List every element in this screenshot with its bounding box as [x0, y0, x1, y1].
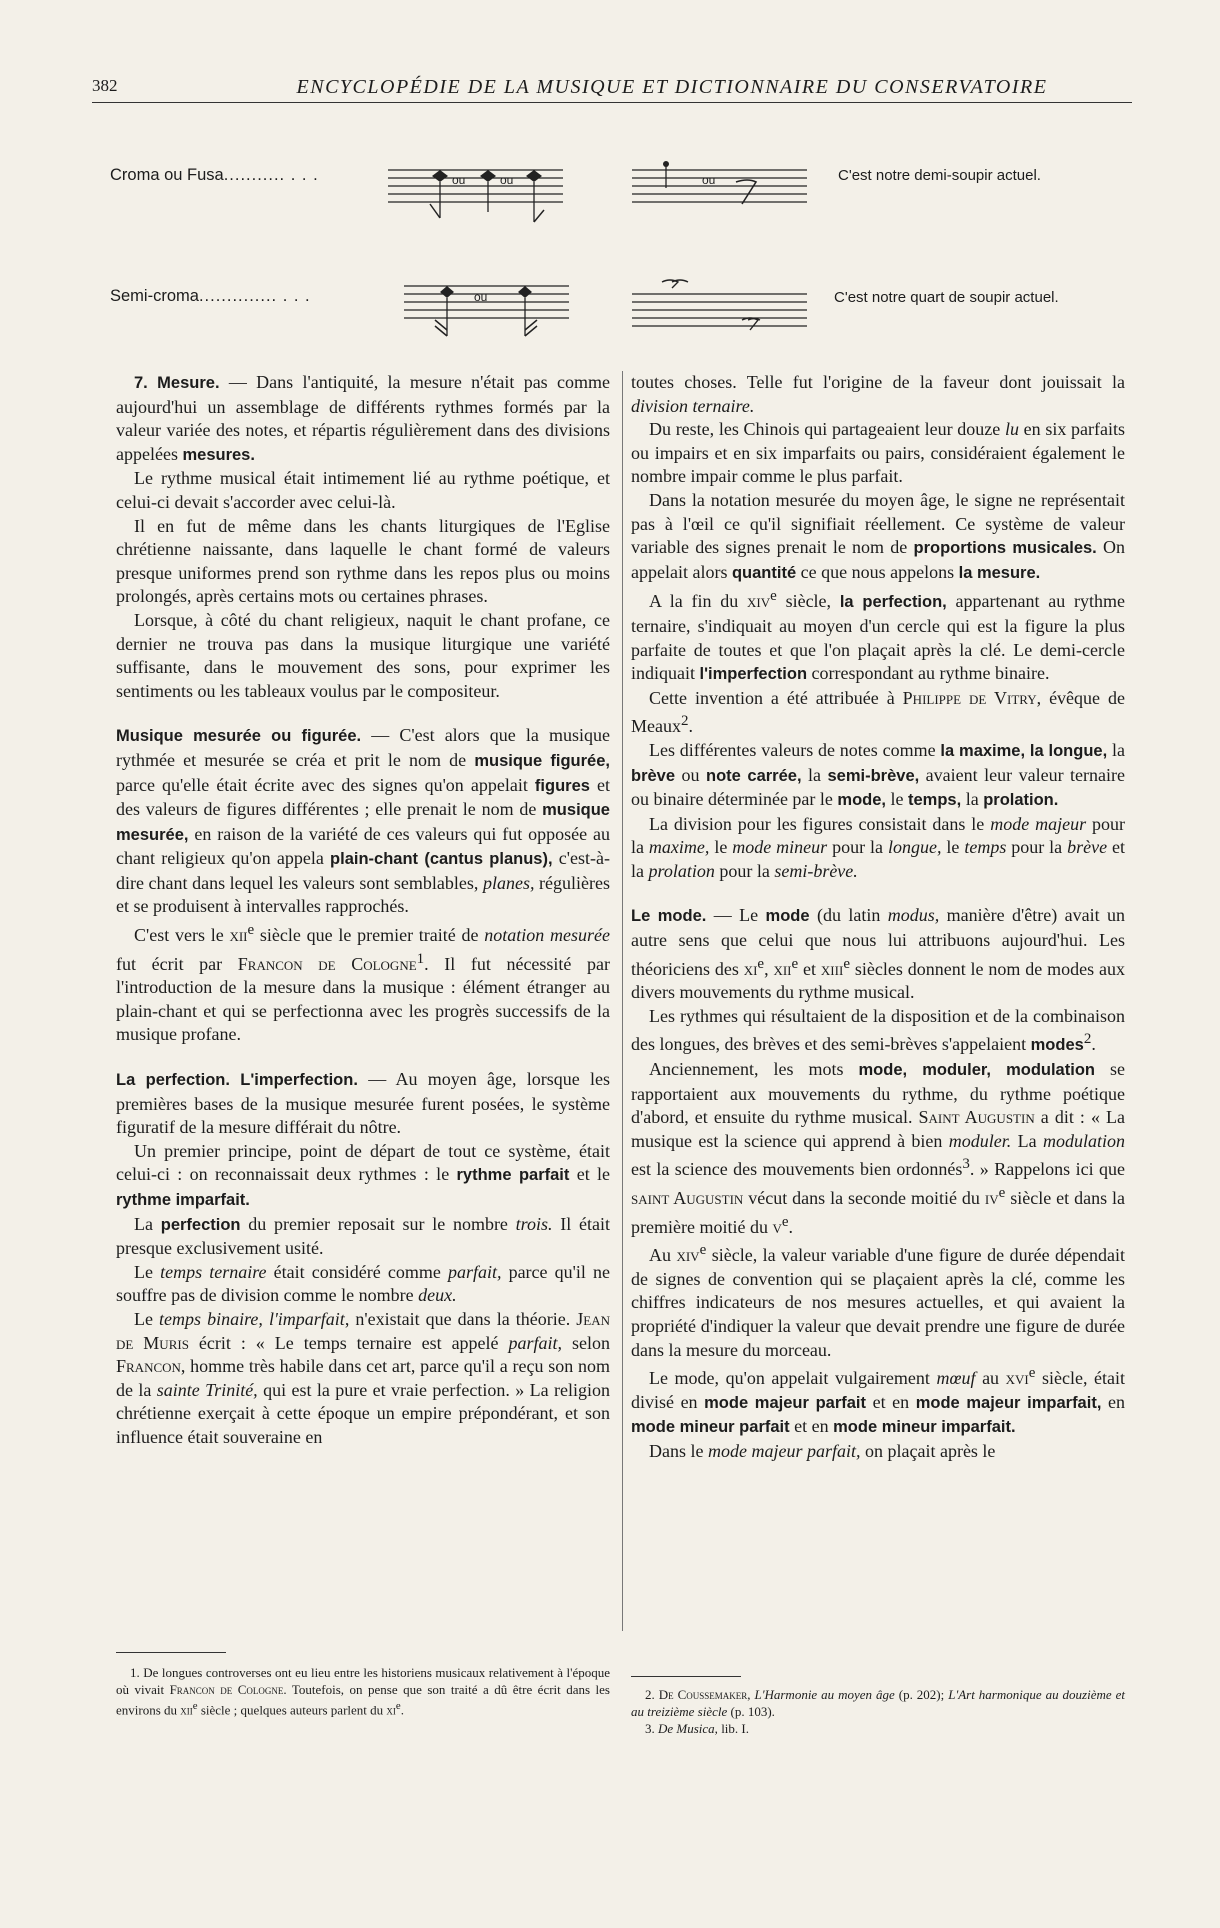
paragraph: Lorsque, à côté du chant religieux, naquit le chant profane, ce dernier ne trouva pas dans la musique liturgique une variété suffisante, dans le mouvement des sons, pour exprimer les sentiments ou les tableaux voulus par le compositeur. — [116, 609, 610, 701]
paragraph — [116, 1140, 610, 1213]
italic-term: longue, — [887, 837, 942, 858]
bold-term: modes — [1030, 1036, 1084, 1055]
superscript: e — [998, 1185, 1006, 1201]
roman-numeral: xvi — [1005, 1368, 1029, 1389]
roman-numeral: xi — [743, 958, 758, 979]
paragraph — [116, 1261, 610, 1308]
text: Le — [134, 1261, 161, 1282]
superscript: e — [699, 1242, 707, 1259]
superscript: e — [247, 922, 255, 939]
example-label-text: Semi-croma — [110, 287, 199, 305]
note-flags — [525, 320, 537, 336]
section-heading-mesure: 7. Mesure. — [134, 374, 220, 392]
leader-dots: .............. — [198, 287, 278, 305]
italic-term: mode mineur — [732, 837, 828, 858]
text: et le — [569, 1164, 611, 1185]
roman-numeral: xiv — [747, 591, 771, 612]
superscript: e — [770, 588, 777, 605]
text: Cette invention a été attribuée à — [649, 687, 903, 708]
text: se rapportaient aux mouvements du rythme, du rythme poétique d'abord, et ensuite du rythme musical. — [631, 1059, 1125, 1128]
staff-lines — [632, 294, 807, 326]
page-number: 382 — [92, 76, 118, 95]
bold-term: prolation. — [983, 791, 1059, 810]
running-header — [92, 76, 1132, 102]
italic-term: semi-brève. — [774, 860, 858, 881]
text: (du latin — [809, 905, 888, 926]
ou-separator: ou — [500, 173, 514, 187]
italic-term: deux. — [418, 1285, 457, 1306]
text: . » Rappelons ici que — [969, 1159, 1125, 1180]
paragraph — [116, 919, 610, 1047]
text: , homme très habile dans cet art, parce qu'il a reçu son nom de la — [116, 1356, 610, 1400]
text: C'est vers le — [134, 925, 230, 946]
italic-term: brève — [1067, 837, 1108, 858]
text: A la fin du — [649, 591, 748, 612]
right-column — [631, 371, 1125, 1464]
example-label-croma — [110, 166, 319, 185]
eighth-rest — [736, 180, 756, 204]
leader-dots-extra: . . . — [285, 166, 319, 184]
roman-numeral: iv — [984, 1188, 999, 1208]
text: en six parfaits ou impairs et en six imparfaits ou pairs, considéraient également le nombre impair comme le plus parfait. — [631, 419, 1125, 487]
bold-term: mode majeur parfait — [704, 1393, 866, 1412]
text: ou — [675, 764, 706, 785]
bold-term: mode mineur parfait — [631, 1418, 790, 1437]
staff-lines — [632, 170, 807, 202]
text: correspondant au rythme binaire. — [807, 663, 1050, 684]
bold-term: musique mesurée, — [116, 801, 610, 844]
note-flag — [430, 204, 440, 218]
text: vécut dans la seconde moitié du — [743, 1188, 985, 1208]
paragraph — [631, 1362, 1125, 1440]
superscript: e — [843, 955, 850, 972]
text: on plaçait après le — [860, 1440, 996, 1461]
semi-croma-note-1 — [440, 286, 454, 298]
bold-term: mode majeur imparfait, — [915, 1393, 1102, 1412]
italic-term: mode majeur parfait, — [707, 1440, 861, 1461]
leader-dots: ........... — [223, 166, 286, 184]
paragraph — [116, 1068, 610, 1140]
book-title: L'Art harmonique au douzième et au treizième siècle — [631, 1687, 1126, 1719]
bold-term: proportions musicales. — [913, 539, 1097, 558]
ou-separator: ou — [702, 173, 716, 187]
column-divider — [622, 371, 623, 1631]
text: et en — [866, 1391, 916, 1412]
text: et en — [789, 1416, 834, 1437]
text: 3. — [645, 1721, 658, 1736]
bold-term: note carrée, — [706, 766, 802, 785]
example-label-text: Croma ou Fusa — [110, 166, 224, 184]
text: Le mode, qu'on appelait vulgairement — [649, 1368, 937, 1389]
ou-separator: ou — [452, 173, 466, 187]
bold-term: brève — [631, 766, 676, 785]
superscript: e — [1028, 1365, 1036, 1382]
footnote-ref: 1 — [416, 950, 425, 967]
italic-term: maxime, — [648, 837, 710, 858]
footnote-2 — [631, 1686, 1125, 1720]
text: — C'est alors que la musique rythmée et mesurée se créa et prit le nom de — [116, 725, 610, 770]
text: fut écrit par — [116, 953, 238, 974]
croma-note-2 — [480, 170, 496, 182]
section-heading-perfection: La perfection. L'imperfection. — [116, 1071, 358, 1090]
author-name: Francon — [116, 1356, 181, 1377]
author-name: Francon de Cologne — [169, 1682, 284, 1697]
roman-numeral: xiv — [676, 1245, 700, 1266]
text: , — [747, 1687, 755, 1702]
text: Les différentes valeurs de notes comme — [649, 739, 941, 760]
italic-term: notation mesurée — [484, 925, 610, 946]
text: pour la — [631, 813, 1125, 858]
text: du premier reposait sur le nombre — [240, 1213, 516, 1234]
text: , n'existait que dans la théorie. — [344, 1308, 577, 1329]
example-desc-croma: C'est notre demi-soupir actuel. — [838, 167, 1041, 184]
semi-croma-note-2 — [518, 286, 532, 298]
bold-term: la perfection, — [839, 593, 947, 612]
italic-term: planes, — [482, 872, 535, 893]
text: . Toutefois, on pense que son traité a dû être écrit dans les environs du — [116, 1682, 610, 1718]
italic-term: temps ternaire — [160, 1261, 267, 1282]
paragraph — [631, 585, 1125, 686]
ou-separator: ou — [474, 290, 488, 304]
bold-term: figures — [534, 776, 590, 795]
text: le — [709, 837, 733, 858]
italic-term: trois. — [515, 1213, 553, 1234]
note-flag — [534, 210, 544, 222]
leader-dots-extra: . . . — [277, 287, 311, 305]
paragraph — [116, 724, 610, 919]
bold-term: quantité — [731, 563, 797, 582]
example-desc-semi-croma: C'est notre quart de soupir actuel. — [834, 289, 1059, 306]
italic-term: mode majeur — [990, 813, 1087, 834]
text: Au — [649, 1245, 677, 1266]
bold-term: mode — [765, 907, 810, 926]
italic-term: division ternaire. — [631, 395, 755, 416]
bold-term: plain-chant (cantus planus), — [330, 850, 553, 869]
footnotes-left — [116, 1664, 610, 1718]
italic-term: modulation — [1042, 1130, 1125, 1151]
sixteenth-rest-bottom — [742, 318, 760, 330]
text: Anciennement, les mots — [649, 1059, 859, 1080]
text: — Dans l'antiquité, la mesure n'était pas comme aujourd'hui un assemblage de différents rythmes formés par la valeur variée des notes, et répartis régulièrement dans des divisions appelées — [116, 372, 610, 464]
footnote-1 — [116, 1664, 610, 1718]
text: siècle, — [776, 591, 840, 612]
italic-term: sainte Trinité, — [156, 1379, 258, 1400]
roman-numeral: xii — [773, 958, 792, 979]
text: en — [1101, 1391, 1125, 1412]
footnote-rule-left — [116, 1652, 226, 1653]
text: Dans la notation mesurée du moyen âge, le signe ne représentait pas à l'œil ce qu'il signifiait réellement. Ce système de valeur variable des signes prenait le nom de — [631, 489, 1125, 558]
paragraph — [116, 371, 610, 467]
paragraph — [116, 1308, 610, 1450]
text: On appelait alors — [631, 537, 1126, 582]
text: est la science des mouvements bien ordonnés — [631, 1159, 963, 1180]
bold-term: mode, moduler, modulation — [858, 1061, 1095, 1080]
eighth-note — [663, 161, 669, 167]
paragraph — [631, 904, 1125, 1004]
text: siècle, la valeur variable d'une figure de durée dépendait de signes de convention qui se plaçaient après la clé, comme les chiffres indicateurs de nos mesures actuelles, et qui avaient la propriété d'indiquer la valeur que devait prendre une figure de durée dans la mesure du morceau. — [631, 1245, 1125, 1360]
italic-term: prolation — [648, 860, 715, 881]
text: le — [886, 789, 908, 810]
superscript: e — [791, 955, 799, 972]
superscript: e — [757, 955, 765, 972]
text: selon — [562, 1332, 610, 1353]
footnote-rule-right — [631, 1676, 741, 1677]
paragraph — [631, 1058, 1125, 1239]
text: ce que nous appelons — [796, 561, 959, 582]
paragraph — [631, 1005, 1125, 1058]
section-heading-musique-mesuree: Musique mesurée ou figurée. — [116, 727, 362, 746]
italic-term: moduler. — [948, 1130, 1012, 1151]
bold-term: semi-brève, — [827, 766, 920, 785]
text: . — [1091, 1034, 1096, 1055]
text: en raison de la variété de ces valeurs qui fut opposée au chant religieux qu'on appela — [116, 823, 610, 869]
paragraph — [631, 489, 1125, 585]
text: . — [788, 1216, 794, 1237]
text: — Au moyen âge, lorsque les premières bases de la musique mesurée furent posées, le système figuratif de la mesure différait du nôtre. — [116, 1069, 610, 1138]
running-title: ENCYCLOPÉDIE DE LA MUSIQUE ET DICTIONNAIRE DU CONSERVATOIRE — [296, 76, 1048, 98]
bold-term: temps, — [908, 791, 962, 810]
italic-term: parfait, — [508, 1332, 563, 1353]
text: , évêque de Meaux — [631, 687, 1125, 737]
text: la — [1107, 739, 1125, 760]
text: la — [961, 789, 984, 810]
text: a dit : « La musique est la science qui apprend à bien — [631, 1107, 1125, 1151]
text: pour la — [1006, 837, 1068, 858]
text: siècle que le premier traité de — [254, 925, 485, 946]
author-name: De Coussemaker — [658, 1687, 748, 1702]
text: . Il fut nécessité par l'introduction de la mesure dans la musique : élément étranger au plain-chant et qui se perfectionna avec les progrès successifs de la musique profane. — [116, 953, 611, 1045]
header-rule — [92, 102, 1132, 103]
text: et des valeurs de figures différentes ; elle prenait le nom de — [116, 774, 610, 820]
footnotes-right — [631, 1686, 1125, 1737]
roman-numeral: xii — [229, 925, 248, 946]
italic-term: mœuf — [936, 1368, 976, 1389]
text: qui est la pure et vraie perfection. » La religion chrétienne exerçait à cette époque un empire prépondérant, et son influence était souveraine en — [116, 1379, 610, 1447]
book-title: L'Harmonie au moyen âge — [754, 1687, 895, 1702]
croma-old-notation — [388, 162, 568, 232]
bold-term: rythme parfait — [456, 1166, 570, 1185]
example-label-semi-croma — [110, 287, 311, 306]
italic-term: lu — [1004, 419, 1019, 440]
paragraph — [631, 739, 1125, 813]
quart-de-soupir-modern — [632, 274, 812, 334]
text: La — [1011, 1130, 1043, 1151]
text: siècle, était divisé en — [631, 1368, 1125, 1412]
text: toutes choses. Telle fut l'origine de la faveur dont jouissait la — [631, 372, 1125, 392]
bold-term: musique figurée, — [474, 751, 610, 770]
author-name: saint Augustin — [631, 1188, 744, 1208]
roman-numeral: v — [772, 1216, 782, 1237]
text: manière d'être) avait un autre sens que celui que nous lui attribuons aujourd'hui. Les théoriciens des — [631, 905, 1126, 979]
paragraph — [631, 813, 1125, 884]
paragraph — [116, 1213, 610, 1261]
author-name: Jean de Muris — [116, 1308, 610, 1353]
footnote-3 — [631, 1720, 1125, 1737]
croma-note-3 — [526, 170, 542, 182]
paragraph — [631, 1239, 1125, 1362]
roman-numeral: xi — [386, 1702, 396, 1718]
text: siècle et dans la première moitié du — [631, 1188, 1126, 1237]
roman-numeral: xiii — [820, 958, 844, 979]
bold-term: mode mineur imparfait. — [833, 1418, 1016, 1437]
author-name: Francon de Cologne — [237, 953, 417, 974]
note-flags — [435, 320, 447, 336]
bold-term: mesures. — [182, 445, 255, 464]
text: . — [400, 1702, 404, 1718]
text: Le — [134, 1308, 160, 1329]
italic-term: temps binaire, l'imparfait — [159, 1308, 345, 1329]
text: La — [134, 1213, 161, 1234]
italic-term: temps — [964, 837, 1007, 858]
text: (p. 202); — [894, 1687, 949, 1702]
text: parce qu'elle était écrite avec des signes qu'on appelait — [116, 774, 535, 795]
sixteenth-rest-top — [662, 280, 688, 288]
left-column — [116, 371, 610, 1450]
text: appartenant au rythme ternaire, s'indiquait au moyen d'un cercle qui est la figure la plus parfaite de toutes et que l'on plaçait après la clé. Le demi-cercle indiquait — [631, 591, 1125, 684]
text: était considéré comme — [266, 1261, 448, 1282]
text: Dans le — [649, 1440, 708, 1461]
demi-soupir-modern — [632, 158, 812, 218]
text: c'est-à-dire chant dans lequel les valeurs sont semblables, — [116, 848, 610, 893]
text: au — [975, 1368, 1006, 1389]
bold-term: perfection — [160, 1215, 241, 1234]
italic-term: parfait, — [447, 1261, 502, 1282]
text: et — [798, 958, 821, 979]
text: siècle ; quelques auteurs parlent du — [197, 1702, 387, 1718]
bold-term: l'imperfection — [699, 665, 808, 684]
croma-note-1 — [432, 170, 448, 182]
paragraph — [631, 418, 1125, 489]
text: siècles donnent le nom de modes aux divers mouvements du rythme musical. — [631, 958, 1125, 1003]
section-heading-le-mode: Le mode. — [631, 907, 707, 926]
text: écrit : « Le temps ternaire est appelé — [188, 1332, 509, 1353]
bold-term: mode, — [837, 791, 886, 810]
text: 2. — [645, 1687, 659, 1702]
italic-term: modus, — [887, 905, 940, 926]
bold-term: rythme imparfait. — [116, 1191, 250, 1209]
paragraph — [631, 1440, 1125, 1464]
superscript: e — [781, 1213, 789, 1230]
footnote-ref: 2 — [680, 713, 689, 730]
text: lib. I. — [717, 1721, 749, 1736]
paragraph: Le rythme musical était intimement lié au rythme poétique, et celui-ci devait s'accorder avec celui-là. — [116, 468, 610, 512]
text: parce qu'il ne souffre pas de division comme le nombre — [116, 1261, 610, 1306]
text: Les rythmes qui résultaient de la disposition et de la combinaison des longues, des brèves et des semi-brèves s'appelaient — [631, 1005, 1125, 1055]
text: le — [941, 837, 965, 858]
text: Il était presque exclusivement usité. — [116, 1213, 610, 1259]
author-name: Saint Augustin — [918, 1107, 1035, 1128]
paragraph — [631, 371, 1125, 418]
text: . — [688, 716, 693, 737]
superscript: e — [192, 1700, 198, 1712]
text: , — [764, 958, 774, 979]
text: régulières et se produisent à intervalles rapprochés. — [116, 872, 611, 917]
bold-term: la mesure. — [958, 563, 1041, 582]
footnote-ref: 3 — [962, 1156, 970, 1173]
superscript: e — [395, 1700, 401, 1712]
text: Du reste, les Chinois qui partageaient leur douze — [649, 419, 1005, 440]
text: la — [801, 764, 828, 785]
bold-term: la longue, — [1029, 741, 1108, 760]
text: La division pour les figures consistait dans le — [649, 813, 991, 834]
paragraph: Il en fut de même dans les chants liturgiques de l'Eglise chrétienne naissante, dans laquelle le chant formé de valeurs presque uniformes prend son rythme dans les repos plus ou moins prolongés, après certains mots ou certaines phrases. — [116, 515, 610, 607]
paragraph — [631, 687, 1125, 739]
text: 1. De longues controverses ont eu lieu entre les historiens musicaux relativement à l'époque où vivait — [116, 1665, 610, 1697]
bold-term: la maxime, — [940, 741, 1026, 760]
text: avaient leur valeur ternaire ou binaire déterminée par le — [631, 764, 1126, 810]
text: (p. 103). — [727, 1704, 775, 1719]
text: et la — [631, 837, 1126, 881]
footnote-ref: 2 — [1083, 1031, 1092, 1048]
text: Un premier principe, point de départ de tout ce système, était celui-ci : on reconnaissait deux rythmes : le — [116, 1140, 610, 1185]
semi-croma-old-notation — [404, 280, 574, 342]
book-title: De Musica, — [658, 1721, 718, 1736]
author-name: Philippe de Vitry — [902, 687, 1037, 708]
roman-numeral: xii — [180, 1702, 193, 1718]
text: pour la — [827, 837, 888, 858]
text: — Le — [706, 905, 766, 926]
text: pour la — [714, 860, 775, 881]
